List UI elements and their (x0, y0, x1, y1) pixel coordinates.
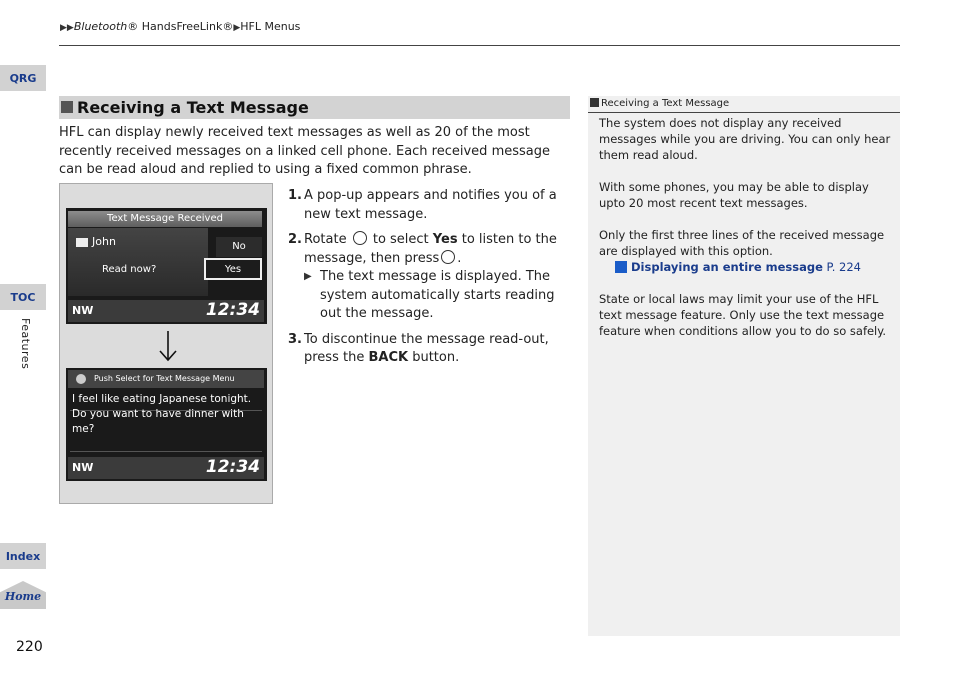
talk-icon (76, 374, 86, 384)
notes-body (599, 115, 891, 355)
section-square-icon (61, 101, 73, 113)
breadcrumb-hfl-menus[interactable]: HFL Menus (240, 20, 301, 33)
contact-name (76, 235, 116, 248)
step-number: 2. (288, 232, 302, 247)
home-button[interactable] (0, 581, 46, 609)
breadcrumb-handsfreelink[interactable]: HandsFreeLink® (138, 20, 234, 33)
notes-heading (588, 96, 900, 113)
cross-reference-link[interactable] (599, 259, 891, 275)
notes-sidebar (588, 96, 900, 636)
breadcrumb-arrows: ▶▶ (60, 23, 74, 33)
note-paragraph: State or local laws may limit your use of the HFL text message feature. Only use the text message feature when conditions allow you to do so safely. (599, 292, 887, 338)
step-number: 1. (288, 188, 302, 203)
home-label: Home (4, 590, 42, 603)
screen-message-received (66, 208, 267, 324)
breadcrumb-registered: ® (127, 20, 139, 33)
step-2-result (304, 268, 572, 324)
chapter-label: Features (19, 318, 32, 370)
header-rule (59, 45, 900, 46)
popup-title: Text Message Received (68, 211, 262, 227)
qrg-tab[interactable]: QRG (0, 65, 46, 91)
breadcrumb-separator: ▶ (233, 23, 241, 33)
option-no: No (216, 237, 262, 257)
note-paragraph: The system does not display any received messages while you are driving. You can only hear them read aloud. (599, 116, 891, 162)
note-paragraph (599, 227, 891, 275)
step-text-end: . (457, 250, 462, 266)
step-text-pre: Rotate (304, 232, 347, 247)
status-bar (68, 300, 264, 322)
xref-label: Displaying an entire message (631, 260, 823, 274)
step-text: A pop-up appears and notifies you of a new text message. (304, 188, 557, 222)
message-menu-header (68, 370, 264, 388)
breadcrumb (60, 20, 300, 33)
option-yes: Yes (204, 258, 262, 280)
clock-time: 12:34 (205, 457, 260, 477)
page-number: 220 (16, 639, 43, 655)
section-title: Receiving a Text Message (77, 98, 309, 117)
notes-heading-text: Receiving a Text Message (601, 98, 730, 109)
note-text: Only the first three lines of the received message are displayed with this option. (599, 228, 885, 258)
breadcrumb-bluetooth[interactable]: Bluetooth (73, 20, 128, 33)
section-heading (59, 96, 570, 119)
screen-message-display (66, 368, 267, 481)
result-text: The text message is displayed. The system automatically starts reading out the message. (320, 269, 555, 321)
xref-page: P. 224 (826, 260, 861, 274)
read-now-prompt: Read now? (102, 264, 157, 275)
step-text-pre: To discontinue the message read-out, press the (304, 331, 549, 365)
result-arrow-icon: ▶ (304, 271, 312, 282)
screen-illustration (59, 183, 273, 504)
step-3 (288, 331, 572, 368)
step-1 (288, 187, 572, 224)
step-text-post: to listen to the message, then press (304, 232, 557, 266)
press-knob-icon (441, 250, 455, 264)
toc-tab[interactable]: TOC (0, 284, 46, 310)
steps-list (288, 187, 572, 375)
clock-time: 12:34 (205, 300, 260, 320)
note-paragraph: With some phones, you may be able to display upto 20 most recent text messages. (599, 180, 869, 210)
step-number: 3. (288, 331, 302, 347)
link-arrow-icon (615, 261, 627, 273)
contact-name-text: John (92, 235, 116, 248)
index-tab[interactable]: Index (0, 543, 46, 569)
compass-heading: NW (72, 304, 94, 317)
message-text: I feel like eating Japanese tonight. Do you want to have dinner with me? (72, 393, 252, 435)
compass-heading: NW (72, 461, 94, 474)
envelope-icon (76, 238, 88, 247)
step-keyword: BACK (368, 350, 409, 365)
step-text-post: button. (412, 350, 460, 365)
message-menu-hint: Push Select for Text Message Menu (94, 374, 235, 383)
step-keyword: Yes (432, 232, 458, 247)
note-icon (590, 98, 599, 107)
popup-body (68, 228, 208, 296)
selector-knob-icon (353, 231, 367, 245)
step-text-mid: to select (372, 232, 429, 247)
step-2 (288, 231, 572, 324)
down-arrow-icon (156, 329, 180, 363)
intro-paragraph: HFL can display newly received text messages as well as 20 of the most recently received messages on a linked cell phone. Each received message can be read aloud and replied to using a fixed common phrase. (59, 125, 550, 177)
status-bar (68, 457, 264, 479)
